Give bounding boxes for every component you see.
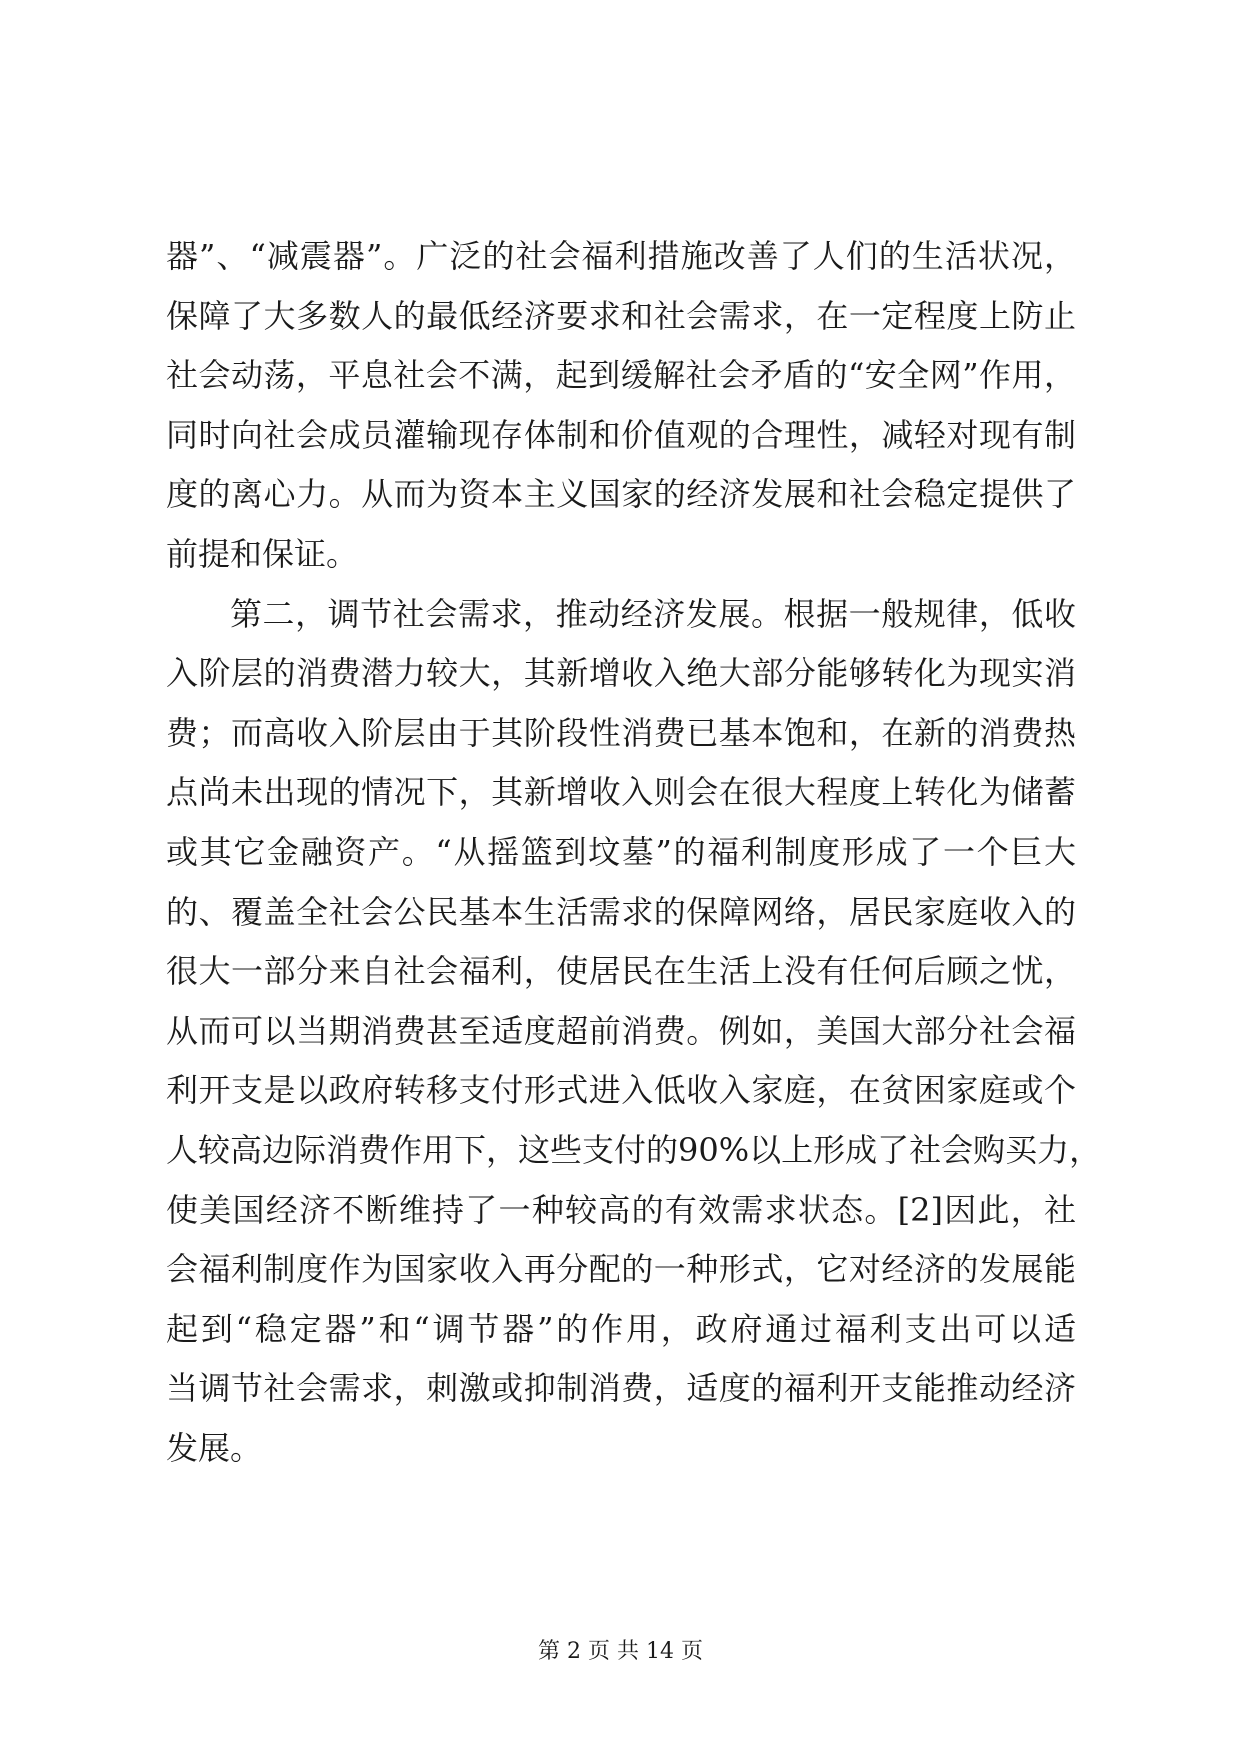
text-line: 社会动荡，平息社会不满，起到缓解社会矛盾的“安全网”作用， xyxy=(166,356,1076,395)
text-line: 费；而高收入阶层由于其阶段性消费已基本饱和，在新的消费热 xyxy=(166,713,1076,752)
text-line: 发展。 xyxy=(166,1428,263,1467)
paragraph-1 xyxy=(166,227,1076,585)
paragraph-2 xyxy=(166,585,1102,1479)
text-line: 保障了大多数人的最低经济要求和社会需求，在一定程度上防止 xyxy=(166,296,1076,335)
text-line: 使美国经济不断维持了一种较高的有效需求状态。[2]因此，社 xyxy=(166,1190,1076,1229)
body-text xyxy=(166,227,1102,1478)
text-line: 或其它金融资产。“从摇篮到坟墓”的福利制度形成了一个巨大 xyxy=(166,832,1076,871)
text-line: 的、覆盖全社会公民基本生活需求的保障网络，居民家庭收入的 xyxy=(166,892,1076,931)
text-line: 很大一部分来自社会福利，使居民在生活上没有任何后顾之忧， xyxy=(166,952,1076,991)
text-line: 当调节社会需求，刺激或抑制消费，适度的福利开支能推动经济 xyxy=(166,1369,1076,1408)
text-line: 器”、“减震器”。广泛的社会福利措施改善了人们的生活状况， xyxy=(166,237,1076,275)
page-number-label: 第 2 页 共 14 页 xyxy=(538,1639,703,1664)
text-line: 利开支是以政府转移支付形式进入低收入家庭，在贫困家庭或个 xyxy=(166,1071,1076,1110)
text-line: 前提和保证。 xyxy=(166,534,359,573)
text-line: 人较高边际消费作用下，这些支付的90%以上形成了社会购买力， xyxy=(166,1130,1102,1169)
text-line: 同时向社会成员灌输现存体制和价值观的合理性，减轻对现有制 xyxy=(166,415,1076,454)
text-line: 度的离心力。从而为资本主义国家的经济发展和社会稳定提供了 xyxy=(166,475,1076,514)
text-line: 点尚未出现的情况下，其新增收入则会在很大程度上转化为储蓄 xyxy=(166,773,1076,812)
text-line: 入阶层的消费潜力较大，其新增收入绝大部分能够转化为现实消 xyxy=(166,654,1076,693)
page-footer xyxy=(0,1637,1241,1667)
text-line: 会福利制度作为国家收入再分配的一种形式，它对经济的发展能 xyxy=(166,1250,1076,1289)
text-line: 第二，调节社会需求，推动经济发展。根据一般规律，低收 xyxy=(230,594,1076,633)
text-line: 起到“稳定器”和“调节器”的作用，政府通过福利支出可以适 xyxy=(166,1309,1076,1348)
text-line: 从而可以当期消费甚至适度超前消费。例如，美国大部分社会福 xyxy=(166,1011,1076,1050)
